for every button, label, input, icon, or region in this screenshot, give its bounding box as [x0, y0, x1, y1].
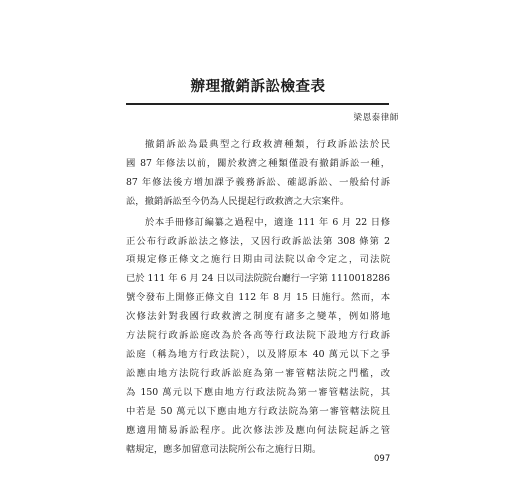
text-line: 正公布行政訴訟法之修法，又因行政訴訟法第 308 條第 2 [126, 235, 390, 247]
text-line: 訟庭（稱為地方行政法院），以及將原本 40 萬元以下之爭 [126, 348, 390, 360]
text-line: 撤銷訴訟為最典型之行政救濟種類，行政訴訟法於民 [145, 139, 390, 150]
paragraph-2 [126, 214, 390, 460]
text-line: 87 年修法後方增加課予義務訴訟、確認訴訟、一般給付訴 [126, 176, 390, 188]
text-line: 為 150 萬元以下應由地方行政法院為第一審管轄法院，其 [126, 386, 390, 398]
text-line: 訟應由地方法院行政訴訟庭為第一審管轄法院之門檻，改 [126, 367, 390, 379]
body-text [126, 136, 390, 459]
text-line: 應適用簡易訴訟程序。此次修法涉及應向何法院起訴之管 [126, 424, 390, 436]
text-line: 已於 111 年 6 月 24 日以司法院院台廳行一字第 1110018286 [126, 273, 391, 285]
text-line: 國 87 年修法以前，關於救濟之種類僅設有撤銷訴訟一種， [126, 157, 390, 169]
title-underline [126, 103, 389, 105]
page-title: 辦理撤銷訴訟檢查表 [190, 79, 326, 95]
page-number: 097 [374, 454, 391, 464]
text-line: 號令發布上開修正條文自 112 年 8 月 15 日施行。然而，本 [126, 292, 390, 304]
text-line: 中若是 50 萬元以下應由地方行政法院為第一審管轄法院且 [126, 405, 390, 417]
paragraph-1 [126, 136, 390, 212]
text-line: 轄規定，應多加留意司法院所公布之施行日期。 [126, 443, 322, 455]
text-line: 次修法針對我國行政救濟之制度有諸多之變革，例如將地 [126, 311, 390, 323]
text-line: 項規定修正條文之施行日期由司法院以命令定之，司法院 [126, 254, 390, 266]
text-line: 訟，撤銷訴訟至今仍為人民提起行政救濟之大宗案件。 [126, 195, 350, 207]
text-line: 於本手冊修訂編纂之過程中，適逢 111 年 6 月 22 日修 [145, 216, 390, 228]
title-block [118, 76, 398, 98]
text-line: 方法院行政訴訟庭改為於各高等行政法院下設地方行政訴 [126, 330, 390, 342]
author-byline: 梁恩泰律師 [353, 113, 399, 123]
